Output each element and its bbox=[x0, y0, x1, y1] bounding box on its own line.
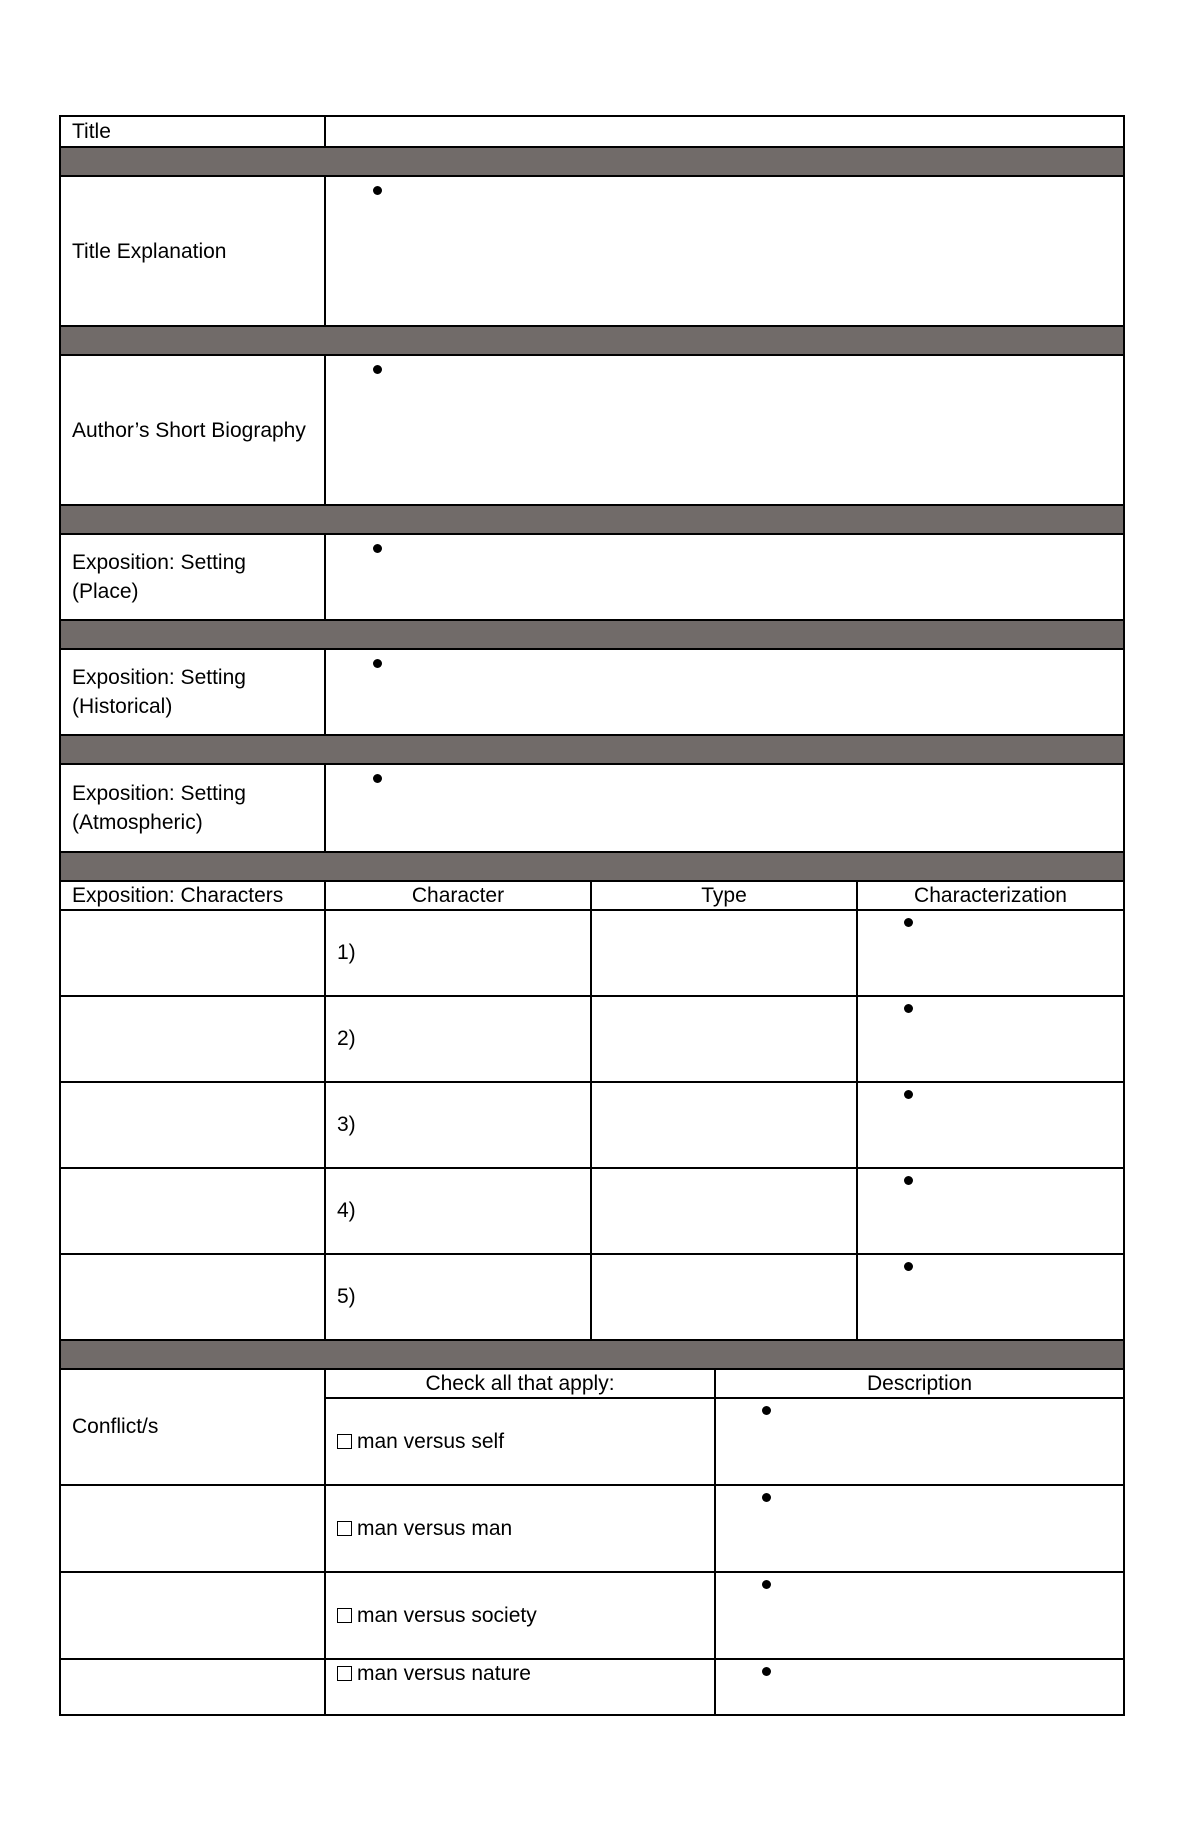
worksheet-info-table bbox=[59, 115, 1125, 882]
character-name-cell[interactable] bbox=[325, 1168, 591, 1254]
setting-atmospheric-label-line2: (Atmospheric) bbox=[72, 811, 203, 834]
author-bio-label: Author’s Short Biography bbox=[60, 355, 325, 505]
bullet-point bbox=[373, 365, 382, 374]
title-explanation-label: Title Explanation bbox=[60, 176, 325, 326]
setting-atmospheric-field[interactable] bbox=[325, 764, 1124, 852]
bullet-point bbox=[373, 659, 382, 668]
character-type-cell[interactable] bbox=[591, 910, 857, 996]
conflict-description-cell[interactable] bbox=[715, 1485, 1124, 1572]
title-label: Title bbox=[60, 116, 325, 147]
section-separator bbox=[60, 326, 1124, 355]
character-row bbox=[60, 910, 1124, 996]
setting-historical-label bbox=[60, 649, 325, 735]
conflict-option-label: man versus self bbox=[357, 1429, 505, 1453]
conflict-description-cell[interactable] bbox=[715, 1398, 1124, 1485]
setting-historical-label-line2: (Historical) bbox=[72, 695, 173, 718]
setting-place-field[interactable] bbox=[325, 534, 1124, 620]
characterization-column-header: Characterization bbox=[857, 881, 1124, 910]
bullet-point bbox=[762, 1667, 771, 1676]
conflicts-section-label: Conflict/s bbox=[60, 1369, 325, 1485]
character-row bbox=[60, 996, 1124, 1082]
checkbox-icon[interactable] bbox=[337, 1521, 352, 1536]
conflict-option-cell[interactable] bbox=[325, 1485, 715, 1572]
title-field[interactable] bbox=[325, 116, 1124, 147]
character-row bbox=[60, 1082, 1124, 1168]
setting-place-label bbox=[60, 534, 325, 620]
setting-place-label-line1: Exposition: Setting bbox=[72, 551, 246, 574]
conflict-option-label: man versus man bbox=[357, 1516, 513, 1540]
author-bio-field[interactable] bbox=[325, 355, 1124, 505]
character-row-label-cell bbox=[60, 996, 325, 1082]
bullet-point bbox=[373, 774, 382, 783]
bullet-point bbox=[373, 544, 382, 553]
character-number: 3) bbox=[337, 1113, 356, 1136]
character-row bbox=[60, 1168, 1124, 1254]
conflict-row-label-cell bbox=[60, 1485, 325, 1572]
section-separator bbox=[60, 620, 1124, 649]
bullet-point bbox=[762, 1493, 771, 1502]
bullet-point bbox=[904, 1262, 913, 1271]
bullet-point bbox=[904, 1090, 913, 1099]
conflict-row bbox=[60, 1572, 1124, 1659]
setting-atmospheric-label-line1: Exposition: Setting bbox=[72, 782, 246, 805]
section-separator bbox=[60, 147, 1124, 176]
setting-atmospheric-label bbox=[60, 764, 325, 852]
character-number: 1) bbox=[337, 941, 356, 964]
type-column-header: Type bbox=[591, 881, 857, 910]
section-separator bbox=[60, 1340, 1124, 1369]
bullet-point bbox=[904, 1176, 913, 1185]
characterization-cell[interactable] bbox=[857, 1082, 1124, 1168]
character-name-cell[interactable] bbox=[325, 1082, 591, 1168]
conflicts-table bbox=[59, 1368, 1125, 1716]
checkbox-icon[interactable] bbox=[337, 1434, 352, 1449]
conflict-row bbox=[60, 1659, 1124, 1715]
characters-section-label: Exposition: Characters bbox=[60, 881, 325, 910]
reading-worksheet bbox=[59, 115, 1123, 1716]
bullet-point bbox=[762, 1580, 771, 1589]
character-type-cell[interactable] bbox=[591, 996, 857, 1082]
character-row bbox=[60, 1254, 1124, 1340]
bullet-point bbox=[373, 186, 382, 195]
bullet-point bbox=[904, 918, 913, 927]
characterization-cell[interactable] bbox=[857, 1254, 1124, 1340]
section-separator bbox=[60, 505, 1124, 534]
bullet-point bbox=[762, 1406, 771, 1415]
setting-historical-field[interactable] bbox=[325, 649, 1124, 735]
section-separator bbox=[60, 852, 1124, 881]
conflict-row-label-cell bbox=[60, 1572, 325, 1659]
character-type-cell[interactable] bbox=[591, 1082, 857, 1168]
characterization-cell[interactable] bbox=[857, 1168, 1124, 1254]
conflict-description-cell[interactable] bbox=[715, 1659, 1124, 1715]
character-name-cell[interactable] bbox=[325, 996, 591, 1082]
character-row-label-cell bbox=[60, 1082, 325, 1168]
character-type-cell[interactable] bbox=[591, 1254, 857, 1340]
character-row-label-cell bbox=[60, 1168, 325, 1254]
conflict-option-cell[interactable] bbox=[325, 1659, 715, 1715]
conflict-row bbox=[60, 1485, 1124, 1572]
conflict-option-cell[interactable] bbox=[325, 1398, 715, 1485]
character-name-cell[interactable] bbox=[325, 1254, 591, 1340]
character-number: 5) bbox=[337, 1285, 356, 1308]
characterization-cell[interactable] bbox=[857, 996, 1124, 1082]
conflict-option-label: man versus society bbox=[357, 1603, 537, 1627]
character-row-label-cell bbox=[60, 1254, 325, 1340]
characterization-cell[interactable] bbox=[857, 910, 1124, 996]
setting-historical-label-line1: Exposition: Setting bbox=[72, 666, 246, 689]
character-column-header: Character bbox=[325, 881, 591, 910]
character-name-cell[interactable] bbox=[325, 910, 591, 996]
character-number: 4) bbox=[337, 1199, 356, 1222]
title-explanation-field[interactable] bbox=[325, 176, 1124, 326]
check-all-header: Check all that apply: bbox=[325, 1369, 715, 1398]
section-separator bbox=[60, 735, 1124, 764]
bullet-point bbox=[904, 1004, 913, 1013]
characters-table bbox=[59, 880, 1125, 1370]
character-number: 2) bbox=[337, 1027, 356, 1050]
conflict-option-cell[interactable] bbox=[325, 1572, 715, 1659]
setting-place-label-line2: (Place) bbox=[72, 580, 139, 603]
conflict-description-cell[interactable] bbox=[715, 1572, 1124, 1659]
character-type-cell[interactable] bbox=[591, 1168, 857, 1254]
checkbox-icon[interactable] bbox=[337, 1608, 352, 1623]
character-row-label-cell bbox=[60, 910, 325, 996]
conflict-option-label: man versus nature bbox=[357, 1662, 531, 1685]
description-column-header: Description bbox=[715, 1369, 1124, 1398]
checkbox-icon[interactable] bbox=[337, 1666, 352, 1681]
conflict-row-label-cell bbox=[60, 1659, 325, 1715]
